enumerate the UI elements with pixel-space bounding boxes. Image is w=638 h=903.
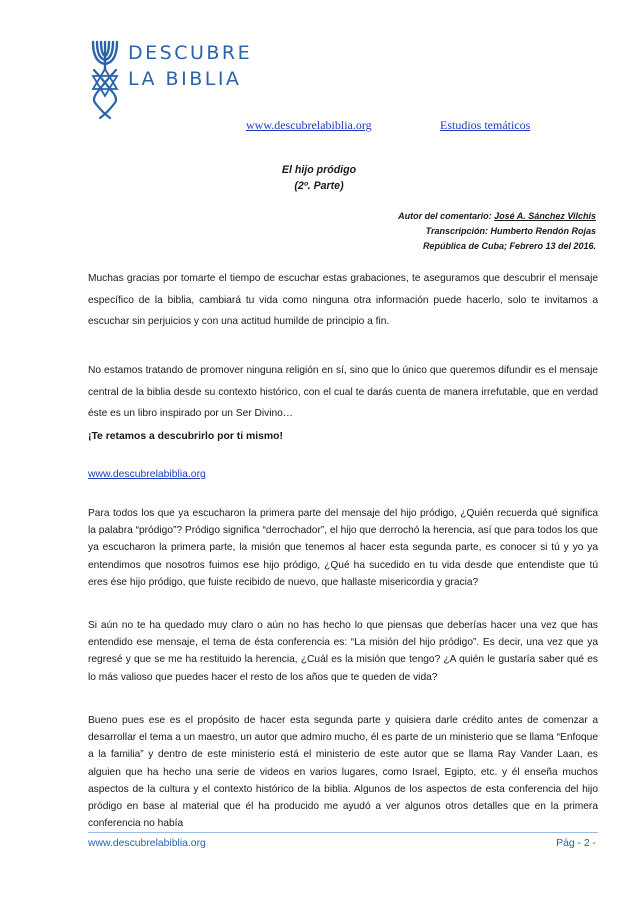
intro-paragraph-1: Muchas gracias por tomarte el tiempo de escuchar estas grabaciones, te aseguramos que descubrir el mensaje específico de la biblia, cambiará tu vida como ninguna otra información puede hacerlo, solo te invitamos a escuchar sin perjuicios y con una actitud humilde de principio a fin. — [88, 273, 598, 328]
intro-paragraph-2: No estamos tratando de promover ninguna religión en sí, sino que lo único que queremos difundir es el mensaje central de la biblia desde su contexto histórico, con el cual te darás cuenta de manera irrefutable, que en verdad éste es un libro inspirado por un Ser Divino… — [88, 365, 598, 420]
author-label: Autor del comentario: — [398, 211, 495, 221]
body-paragraph-3: Bueno pues ese es el propósito de hacer esta segunda parte y quisiera darle crédito antes de comenzar a desarrollar el tema a un maestro, un autor que admiro mucho, él es parte de un ministerio que se llama “Enfoque a la familia” y dentro de este ministerio está el ministerio de este autor que se llama Ray Vander Laan, es alguien que ha hecho una serie de videos en varios lugares, como Israel, Egipto, etc. y él enseña muchos aspectos de la cultura y el contexto histórico de la biblia. Algunos de los aspectos de esta conferencia del hijo pródigo en base al material que él ha producido me ayudó a ver algunos otros detalles que en la primera conferencia no había — [88, 715, 598, 830]
body-paragraph-2: Si aún no te ha quedado muy claro o aún no has hecho lo que piensas que deberías hacer una vez que has entendido ese mensaje, el tema de ésta conferencia es: “La misión del hijo pródigo”. Es decir, una vez que ya regresé y que se me ha restituido la herencia, ¿Cuál es la misión que tengo? ¿A quién le gustaría saber qué es lo más valioso que puedes hacer el resto de los años que te queden de vida? — [88, 620, 598, 683]
place-date-line: República de Cuba; Febrero 13 del 2016. — [422, 241, 596, 251]
body-site-link[interactable]: www.descubrelabiblia.org — [88, 469, 206, 480]
logo — [88, 36, 253, 126]
site-link[interactable]: www.descubrelabiblia.org — [246, 118, 372, 132]
section-link[interactable]: Estudios temáticos — [440, 118, 531, 132]
challenge-heading: ¡Te retamos a descubrirlo por ti mismo! — [88, 431, 283, 442]
footer-divider — [88, 832, 598, 833]
menorah-fish-icon — [88, 36, 122, 122]
page-number: Pág - 2 - — [556, 838, 596, 849]
footer-site: www.descubrelabiblia.org — [88, 838, 206, 849]
logo-line1: DESCUBRE — [128, 42, 253, 64]
author-line — [398, 211, 596, 221]
body-paragraph-1: Para todos los que ya escucharon la primera parte del mensaje del hijo pródigo, ¿Quién recuerda qué significa la palabra “pródigo”? Pródigo significa “derrochador”, el hijo que derrochó la herencia, así que para todos los que ya escucharon la primera parte, la misión que tenemos al hacer esta segunda parte, es conocer si tú y yo ya entendimos que nosotros fuimos ese hijo pródigo, ¿Qué ha sucedido en tu vida desde que entendiste que tú eres ése hijo pródigo, que fuiste recibido de nuevo, que hallaste misericordia y gracia? — [88, 508, 598, 588]
document-subtitle: (2º. Parte) — [294, 180, 344, 192]
transcription-line: Transcripción: Humberto Rendón Rojas — [425, 226, 596, 236]
author-name: José A. Sánchez Vilchis — [494, 211, 596, 221]
document-title: El hijo pródigo — [281, 164, 357, 176]
logo-line2: LA BIBLIA — [128, 68, 242, 90]
